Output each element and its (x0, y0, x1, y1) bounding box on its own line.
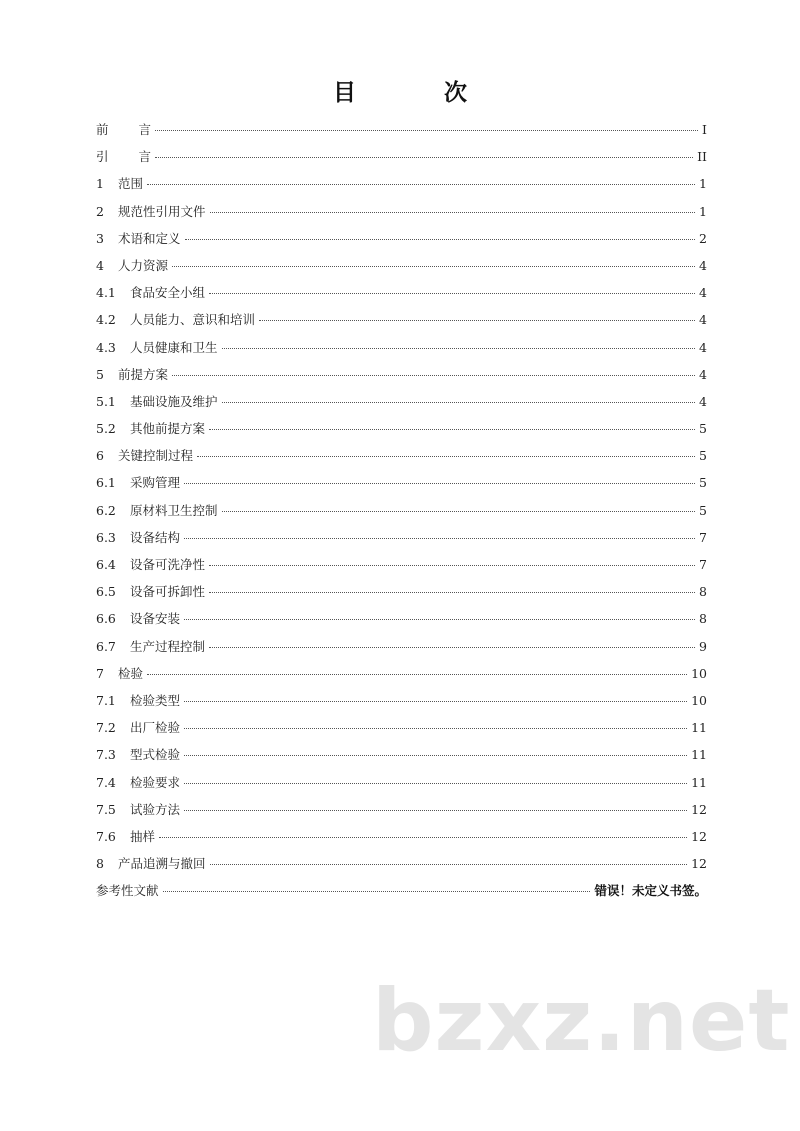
toc-entry-number: 6.2 (96, 502, 116, 518)
toc-entry-number: 5 (96, 366, 104, 382)
toc-entry-page: 4 (699, 257, 707, 273)
toc-dot-leader (147, 674, 687, 675)
toc-dot-leader (184, 783, 687, 784)
toc-entry[interactable] (96, 524, 707, 551)
toc-entry[interactable] (96, 469, 707, 496)
toc-entry-page: 11 (691, 747, 707, 763)
toc-entry-number: 4 (96, 257, 104, 273)
toc-entry[interactable] (96, 741, 707, 768)
toc-entry-number: 6.1 (96, 475, 116, 491)
toc-entry-label: 食品安全小组 (130, 285, 206, 301)
toc-dot-leader (210, 864, 688, 865)
toc-entry[interactable] (96, 442, 707, 469)
toc-entry-page: 8 (699, 584, 707, 600)
toc-entry-number: 6 (96, 448, 104, 464)
toc-dot-leader (184, 538, 695, 539)
toc-entry[interactable] (96, 279, 707, 306)
toc-entry-number: 6.3 (96, 529, 116, 545)
toc-dot-leader (184, 483, 695, 484)
toc-entry-label: 产品追溯与撤回 (118, 856, 206, 872)
toc-dot-leader (184, 701, 687, 702)
toc-entry-number: 7.1 (96, 692, 116, 708)
toc-entry-label: 术语和定义 (118, 230, 181, 246)
toc-entry-number: 7.3 (96, 747, 116, 763)
toc-entry-page: 错误！未定义书签。 (594, 883, 707, 899)
page-title: 目 次 (332, 80, 507, 106)
toc-dot-leader (184, 619, 695, 620)
toc-entry-number: 4.2 (96, 312, 116, 328)
toc-dot-leader (222, 511, 696, 512)
toc-entry-label: 人员能力、意识和培训 (130, 312, 256, 328)
toc-entry-page: 11 (691, 720, 707, 736)
toc-entry-page: 10 (691, 692, 707, 708)
toc-entry-label: 前提方案 (118, 366, 169, 382)
toc-entry-page: I (702, 122, 707, 137)
toc-dot-leader (172, 375, 695, 376)
toc-entry[interactable] (96, 225, 707, 252)
toc-entry-label: 参考性文献 (96, 883, 159, 899)
toc-entry-number: 6.6 (96, 611, 116, 627)
toc-entry-page: 4 (699, 366, 707, 382)
toc-entry[interactable] (96, 796, 707, 823)
toc-entry-label: 人员健康和卫生 (130, 339, 218, 355)
toc-entry-label: 设备结构 (130, 529, 181, 545)
watermark-logo: bzxz.net (372, 971, 791, 1071)
toc-entry-label: 型式检验 (130, 747, 181, 763)
toc-entry-number: 8 (96, 856, 104, 872)
toc-entry-page: 4 (699, 312, 707, 328)
toc-entry-page: 4 (699, 285, 707, 301)
toc-entry-page: 2 (699, 230, 707, 246)
toc-entry-page: 10 (691, 665, 707, 681)
toc-dot-leader (184, 755, 687, 756)
toc-dot-leader (209, 592, 695, 593)
toc-dot-leader (184, 810, 687, 811)
toc-entry-page: II (697, 149, 707, 165)
toc-dot-leader (197, 456, 695, 457)
toc-entry-number: 5.2 (96, 421, 116, 437)
toc-dot-leader (222, 348, 696, 349)
toc-entry-label: 基础设施及维护 (130, 393, 218, 409)
toc-entry-page: 9 (699, 638, 707, 654)
toc-entry-page: 12 (691, 828, 707, 844)
toc-entry[interactable] (96, 116, 707, 143)
toc-entry-label: 生产过程控制 (130, 638, 206, 654)
toc-entry-label: 人力资源 (118, 257, 169, 273)
toc-entry-number: 7.5 (96, 801, 116, 817)
toc-entry[interactable] (96, 415, 707, 442)
toc-entry-number: 2 (96, 203, 104, 219)
toc-entry-page: 5 (699, 421, 707, 437)
toc-entry-label: 试验方法 (130, 801, 181, 817)
toc-dot-leader (147, 184, 695, 185)
toc-dot-leader (163, 891, 591, 892)
toc-dot-leader (222, 402, 696, 403)
toc-entry-label: 规范性引用文件 (118, 203, 206, 219)
toc-dot-leader (185, 239, 696, 240)
toc-entry-page: 7 (699, 557, 707, 572)
toc-entry[interactable] (96, 143, 707, 170)
toc-entry-label: 采购管理 (130, 475, 181, 491)
toc-entry-page: 11 (691, 774, 707, 790)
toc-entry-number: 7.2 (96, 720, 116, 736)
toc-entry-label: 原材料卫生控制 (130, 502, 218, 518)
toc-entry-page: 1 (699, 176, 707, 192)
toc-entry[interactable] (96, 769, 707, 796)
toc-entry-label: 抽样 (130, 828, 156, 844)
toc-entry[interactable] (96, 850, 707, 877)
toc-entry-label: 范围 (118, 176, 144, 192)
toc-entry-number: 6.4 (96, 557, 116, 572)
toc-entry-page: 5 (699, 475, 707, 491)
toc-entry[interactable] (96, 497, 707, 524)
toc-entry-label: 其他前提方案 (130, 421, 206, 437)
toc-entry[interactable] (96, 605, 707, 632)
toc-entry-page: 12 (691, 801, 707, 817)
toc-entry[interactable] (96, 633, 707, 660)
toc-entry[interactable] (96, 361, 707, 388)
toc-dot-leader (210, 212, 696, 213)
toc-entry-page: 4 (699, 339, 707, 355)
toc-dot-leader (155, 157, 693, 158)
toc-entry-page: 4 (699, 393, 707, 409)
toc-entry-number: 5.1 (96, 393, 116, 409)
toc-entry-label: 设备安装 (130, 611, 181, 627)
toc-dot-leader (184, 728, 687, 729)
toc-entry-number: 4.3 (96, 339, 116, 355)
toc-entry-label: 检验类型 (130, 692, 181, 708)
toc-entry-number: 1 (96, 176, 104, 192)
toc-entry-number: 3 (96, 230, 104, 246)
toc-dot-leader (159, 837, 687, 838)
toc-entry[interactable] (96, 198, 707, 225)
toc-entry-number: 4.1 (96, 285, 116, 301)
toc-dot-leader (172, 266, 695, 267)
toc-dot-leader (209, 647, 695, 648)
toc-entry[interactable] (96, 252, 707, 279)
toc-entry[interactable] (96, 170, 707, 197)
toc-entry-page: 7 (699, 529, 707, 545)
toc-entry-label: 前言 (96, 122, 182, 137)
toc-entry-page: 5 (699, 502, 707, 518)
toc-entry-page: 5 (699, 448, 707, 464)
toc-entry[interactable] (96, 334, 707, 361)
toc-entry-page: 1 (699, 203, 707, 219)
toc-entry-label: 出厂检验 (130, 720, 181, 736)
toc-entry[interactable] (96, 306, 707, 333)
toc-dot-leader (155, 130, 698, 131)
toc-entry[interactable] (96, 714, 707, 741)
toc-entry-number: 7.6 (96, 828, 116, 844)
toc-entry-label: 检验要求 (130, 774, 181, 790)
toc-entry[interactable] (96, 660, 707, 687)
toc-dot-leader (209, 429, 695, 430)
toc-entry[interactable] (96, 388, 707, 415)
table-of-contents (96, 116, 707, 904)
toc-dot-leader (209, 293, 695, 294)
toc-entry-label: 设备可洗净性 (130, 557, 206, 572)
toc-entry[interactable] (96, 551, 707, 578)
toc-entry-label: 引言 (96, 149, 182, 165)
toc-entry-label: 关键控制过程 (118, 448, 194, 464)
toc-entry[interactable] (96, 578, 707, 605)
toc-entry-number: 7.4 (96, 774, 116, 790)
toc-entry-page: 12 (691, 856, 707, 872)
toc-entry-label: 设备可拆卸性 (130, 584, 206, 600)
toc-entry-label: 检验 (118, 665, 144, 681)
toc-entry-number: 7 (96, 665, 104, 681)
toc-dot-leader (209, 565, 695, 566)
toc-entry[interactable] (96, 877, 707, 904)
toc-entry[interactable] (96, 687, 707, 714)
toc-entry-number: 6.5 (96, 584, 116, 600)
toc-dot-leader (259, 320, 695, 321)
toc-entry[interactable] (96, 823, 707, 850)
toc-entry-page: 8 (699, 611, 707, 627)
toc-entry-number: 6.7 (96, 638, 116, 654)
